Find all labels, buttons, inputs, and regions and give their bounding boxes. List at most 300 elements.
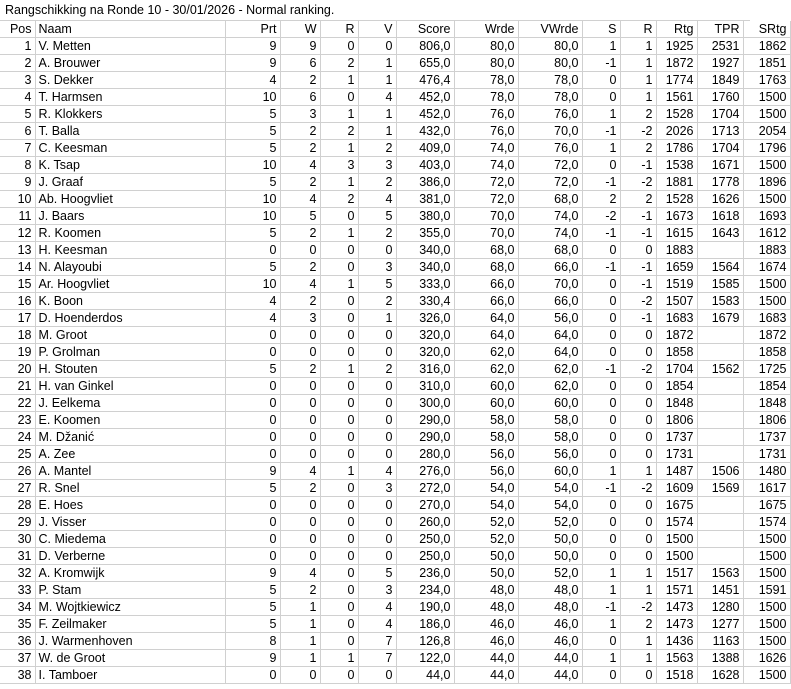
cell-srtg: 1854 bbox=[743, 378, 790, 395]
cell-w: 0 bbox=[280, 395, 320, 412]
cell-vwrde: 72,0 bbox=[518, 174, 582, 191]
cell-score: 260,0 bbox=[396, 514, 454, 531]
cell-pos: 32 bbox=[0, 565, 35, 582]
cell-v: 0 bbox=[358, 514, 396, 531]
table-row bbox=[0, 208, 790, 225]
cell-pos: 10 bbox=[0, 191, 35, 208]
cell-srtg: 1806 bbox=[743, 412, 790, 429]
cell-rtg: 1883 bbox=[656, 242, 697, 259]
cell-r2: 2 bbox=[620, 140, 656, 157]
cell-wrde: 80,0 bbox=[454, 38, 518, 55]
cell-r: 0 bbox=[320, 531, 358, 548]
cell-v: 1 bbox=[358, 72, 396, 89]
cell-rtg: 1473 bbox=[656, 616, 697, 633]
cell-wrde: 66,0 bbox=[454, 276, 518, 293]
cell-tpr bbox=[697, 548, 743, 565]
cell-pos: 13 bbox=[0, 242, 35, 259]
cell-s: 0 bbox=[582, 310, 620, 327]
cell-v: 5 bbox=[358, 208, 396, 225]
cell-tpr bbox=[697, 429, 743, 446]
cell-v: 2 bbox=[358, 140, 396, 157]
cell-score: 44,0 bbox=[396, 667, 454, 684]
cell-prt: 0 bbox=[225, 497, 280, 514]
table-row bbox=[0, 429, 790, 446]
cell-prt: 5 bbox=[225, 140, 280, 157]
table-row bbox=[0, 565, 790, 582]
cell-prt: 0 bbox=[225, 412, 280, 429]
cell-vwrde: 46,0 bbox=[518, 616, 582, 633]
cell-w: 0 bbox=[280, 378, 320, 395]
cell-srtg: 1626 bbox=[743, 650, 790, 667]
cell-pos: 6 bbox=[0, 123, 35, 140]
cell-r: 0 bbox=[320, 565, 358, 582]
cell-pos: 5 bbox=[0, 106, 35, 123]
cell-r: 0 bbox=[320, 395, 358, 412]
table-row bbox=[0, 650, 790, 667]
cell-v: 3 bbox=[358, 157, 396, 174]
cell-rtg: 1731 bbox=[656, 446, 697, 463]
cell-tpr: 1927 bbox=[697, 55, 743, 72]
cell-srtg: 1848 bbox=[743, 395, 790, 412]
cell-v: 0 bbox=[358, 531, 396, 548]
cell-v: 5 bbox=[358, 276, 396, 293]
cell-pos: 17 bbox=[0, 310, 35, 327]
cell-s: 0 bbox=[582, 429, 620, 446]
cell-vwrde: 58,0 bbox=[518, 429, 582, 446]
cell-score: 272,0 bbox=[396, 480, 454, 497]
cell-rtg: 1518 bbox=[656, 667, 697, 684]
cell-s: 0 bbox=[582, 293, 620, 310]
table-row bbox=[0, 174, 790, 191]
cell-pos: 31 bbox=[0, 548, 35, 565]
cell-w: 3 bbox=[280, 106, 320, 123]
cell-prt: 5 bbox=[225, 480, 280, 497]
cell-prt: 9 bbox=[225, 38, 280, 55]
header-pos: Pos bbox=[0, 21, 35, 38]
cell-srtg: 1725 bbox=[743, 361, 790, 378]
cell-rtg: 1538 bbox=[656, 157, 697, 174]
cell-pos: 8 bbox=[0, 157, 35, 174]
table-row bbox=[0, 191, 790, 208]
cell-r2: 2 bbox=[620, 616, 656, 633]
cell-naam: T. Balla bbox=[35, 123, 225, 140]
cell-r2: -1 bbox=[620, 225, 656, 242]
cell-score: 380,0 bbox=[396, 208, 454, 225]
cell-naam: C. Miedema bbox=[35, 531, 225, 548]
cell-wrde: 78,0 bbox=[454, 72, 518, 89]
cell-tpr bbox=[697, 446, 743, 463]
cell-r: 1 bbox=[320, 276, 358, 293]
cell-r2: 0 bbox=[620, 497, 656, 514]
cell-naam: K. Boon bbox=[35, 293, 225, 310]
cell-s: 0 bbox=[582, 344, 620, 361]
cell-score: 403,0 bbox=[396, 157, 454, 174]
cell-tpr: 1585 bbox=[697, 276, 743, 293]
cell-s: 0 bbox=[582, 276, 620, 293]
cell-pos: 11 bbox=[0, 208, 35, 225]
cell-tpr: 1671 bbox=[697, 157, 743, 174]
cell-rtg: 1675 bbox=[656, 497, 697, 514]
cell-vwrde: 56,0 bbox=[518, 446, 582, 463]
cell-r: 0 bbox=[320, 616, 358, 633]
cell-w: 0 bbox=[280, 344, 320, 361]
table-row bbox=[0, 514, 790, 531]
cell-rtg: 1571 bbox=[656, 582, 697, 599]
cell-tpr: 1388 bbox=[697, 650, 743, 667]
cell-vwrde: 62,0 bbox=[518, 378, 582, 395]
cell-r: 0 bbox=[320, 208, 358, 225]
cell-w: 0 bbox=[280, 242, 320, 259]
cell-r: 1 bbox=[320, 650, 358, 667]
cell-wrde: 48,0 bbox=[454, 582, 518, 599]
cell-wrde: 52,0 bbox=[454, 531, 518, 548]
table-row bbox=[0, 310, 790, 327]
cell-srtg: 1858 bbox=[743, 344, 790, 361]
cell-wrde: 66,0 bbox=[454, 293, 518, 310]
cell-r2: -2 bbox=[620, 293, 656, 310]
cell-srtg: 1480 bbox=[743, 463, 790, 480]
cell-rtg: 1528 bbox=[656, 106, 697, 123]
cell-prt: 9 bbox=[225, 650, 280, 667]
cell-r: 0 bbox=[320, 38, 358, 55]
cell-prt: 5 bbox=[225, 582, 280, 599]
table-row bbox=[0, 38, 790, 55]
cell-w: 2 bbox=[280, 123, 320, 140]
cell-srtg: 1851 bbox=[743, 55, 790, 72]
cell-r: 1 bbox=[320, 225, 358, 242]
cell-r: 1 bbox=[320, 174, 358, 191]
cell-wrde: 46,0 bbox=[454, 616, 518, 633]
cell-score: 806,0 bbox=[396, 38, 454, 55]
cell-w: 0 bbox=[280, 327, 320, 344]
cell-wrde: 62,0 bbox=[454, 344, 518, 361]
cell-rtg: 1615 bbox=[656, 225, 697, 242]
cell-prt: 0 bbox=[225, 344, 280, 361]
cell-srtg: 1500 bbox=[743, 89, 790, 106]
table-row bbox=[0, 582, 790, 599]
header-r2: R bbox=[620, 21, 656, 38]
cell-srtg: 1500 bbox=[743, 565, 790, 582]
cell-pos: 26 bbox=[0, 463, 35, 480]
cell-srtg: 1617 bbox=[743, 480, 790, 497]
cell-srtg: 1737 bbox=[743, 429, 790, 446]
cell-wrde: 56,0 bbox=[454, 463, 518, 480]
cell-r2: -2 bbox=[620, 123, 656, 140]
cell-r2: 2 bbox=[620, 191, 656, 208]
cell-rtg: 1563 bbox=[656, 650, 697, 667]
cell-prt: 0 bbox=[225, 514, 280, 531]
cell-wrde: 70,0 bbox=[454, 208, 518, 225]
cell-srtg: 1693 bbox=[743, 208, 790, 225]
cell-pos: 23 bbox=[0, 412, 35, 429]
cell-w: 0 bbox=[280, 412, 320, 429]
cell-v: 0 bbox=[358, 38, 396, 55]
cell-tpr: 1704 bbox=[697, 140, 743, 157]
cell-score: 300,0 bbox=[396, 395, 454, 412]
cell-pos: 27 bbox=[0, 480, 35, 497]
cell-vwrde: 74,0 bbox=[518, 225, 582, 242]
cell-wrde: 54,0 bbox=[454, 480, 518, 497]
cell-score: 452,0 bbox=[396, 89, 454, 106]
cell-score: 290,0 bbox=[396, 412, 454, 429]
cell-r2: -2 bbox=[620, 361, 656, 378]
cell-pos: 35 bbox=[0, 616, 35, 633]
cell-naam: A. Zee bbox=[35, 446, 225, 463]
cell-vwrde: 72,0 bbox=[518, 157, 582, 174]
cell-srtg: 1500 bbox=[743, 276, 790, 293]
cell-r: 0 bbox=[320, 310, 358, 327]
cell-naam: R. Klokkers bbox=[35, 106, 225, 123]
cell-wrde: 78,0 bbox=[454, 89, 518, 106]
cell-vwrde: 48,0 bbox=[518, 599, 582, 616]
cell-prt: 0 bbox=[225, 667, 280, 684]
cell-v: 1 bbox=[358, 106, 396, 123]
cell-w: 4 bbox=[280, 157, 320, 174]
cell-v: 4 bbox=[358, 191, 396, 208]
cell-s: 0 bbox=[582, 89, 620, 106]
cell-v: 0 bbox=[358, 378, 396, 395]
cell-srtg: 1500 bbox=[743, 599, 790, 616]
cell-tpr: 1704 bbox=[697, 106, 743, 123]
cell-s: 1 bbox=[582, 650, 620, 667]
cell-v: 3 bbox=[358, 259, 396, 276]
cell-vwrde: 44,0 bbox=[518, 650, 582, 667]
cell-tpr bbox=[697, 327, 743, 344]
cell-r: 0 bbox=[320, 667, 358, 684]
cell-w: 1 bbox=[280, 650, 320, 667]
cell-w: 3 bbox=[280, 310, 320, 327]
header-v: V bbox=[358, 21, 396, 38]
cell-s: 0 bbox=[582, 531, 620, 548]
cell-w: 2 bbox=[280, 174, 320, 191]
cell-vwrde: 76,0 bbox=[518, 140, 582, 157]
cell-w: 0 bbox=[280, 429, 320, 446]
cell-w: 1 bbox=[280, 633, 320, 650]
cell-tpr: 1679 bbox=[697, 310, 743, 327]
cell-score: 236,0 bbox=[396, 565, 454, 582]
cell-prt: 5 bbox=[225, 616, 280, 633]
cell-r2: 0 bbox=[620, 395, 656, 412]
cell-vwrde: 60,0 bbox=[518, 463, 582, 480]
cell-pos: 33 bbox=[0, 582, 35, 599]
cell-rtg: 1872 bbox=[656, 327, 697, 344]
cell-r: 0 bbox=[320, 344, 358, 361]
cell-r: 0 bbox=[320, 429, 358, 446]
cell-score: 234,0 bbox=[396, 582, 454, 599]
cell-r: 0 bbox=[320, 514, 358, 531]
cell-score: 326,0 bbox=[396, 310, 454, 327]
header-score: Score bbox=[396, 21, 454, 38]
cell-rtg: 1854 bbox=[656, 378, 697, 395]
cell-pos: 12 bbox=[0, 225, 35, 242]
cell-prt: 5 bbox=[225, 174, 280, 191]
cell-s: -1 bbox=[582, 123, 620, 140]
cell-naam: V. Metten bbox=[35, 38, 225, 55]
cell-r: 0 bbox=[320, 582, 358, 599]
cell-score: 355,0 bbox=[396, 225, 454, 242]
cell-naam: W. de Groot bbox=[35, 650, 225, 667]
cell-srtg: 1500 bbox=[743, 633, 790, 650]
cell-prt: 0 bbox=[225, 531, 280, 548]
cell-srtg: 1883 bbox=[743, 242, 790, 259]
cell-vwrde: 70,0 bbox=[518, 276, 582, 293]
cell-s: 0 bbox=[582, 242, 620, 259]
cell-v: 2 bbox=[358, 174, 396, 191]
ranking-table bbox=[0, 21, 791, 684]
cell-r: 0 bbox=[320, 480, 358, 497]
cell-r2: 1 bbox=[620, 72, 656, 89]
cell-w: 0 bbox=[280, 514, 320, 531]
table-row bbox=[0, 225, 790, 242]
cell-naam: J. Eelkema bbox=[35, 395, 225, 412]
table-row bbox=[0, 344, 790, 361]
cell-pos: 22 bbox=[0, 395, 35, 412]
cell-rtg: 1881 bbox=[656, 174, 697, 191]
cell-tpr: 1563 bbox=[697, 565, 743, 582]
cell-r: 0 bbox=[320, 446, 358, 463]
cell-v: 3 bbox=[358, 480, 396, 497]
cell-r2: 1 bbox=[620, 463, 656, 480]
cell-wrde: 46,0 bbox=[454, 633, 518, 650]
cell-tpr bbox=[697, 514, 743, 531]
cell-wrde: 60,0 bbox=[454, 395, 518, 412]
cell-r2: -1 bbox=[620, 259, 656, 276]
header-prt: Prt bbox=[225, 21, 280, 38]
cell-r2: -1 bbox=[620, 157, 656, 174]
cell-s: -1 bbox=[582, 599, 620, 616]
cell-srtg: 1675 bbox=[743, 497, 790, 514]
cell-s: 0 bbox=[582, 446, 620, 463]
cell-srtg: 1683 bbox=[743, 310, 790, 327]
cell-r2: 0 bbox=[620, 412, 656, 429]
cell-wrde: 44,0 bbox=[454, 667, 518, 684]
cell-tpr: 2531 bbox=[697, 38, 743, 55]
cell-rtg: 1507 bbox=[656, 293, 697, 310]
cell-tpr bbox=[697, 395, 743, 412]
cell-pos: 9 bbox=[0, 174, 35, 191]
cell-v: 0 bbox=[358, 446, 396, 463]
cell-prt: 4 bbox=[225, 310, 280, 327]
cell-pos: 15 bbox=[0, 276, 35, 293]
cell-s: 1 bbox=[582, 106, 620, 123]
cell-s: 1 bbox=[582, 463, 620, 480]
table-row bbox=[0, 72, 790, 89]
cell-prt: 10 bbox=[225, 89, 280, 106]
cell-pos: 1 bbox=[0, 38, 35, 55]
cell-r: 1 bbox=[320, 361, 358, 378]
cell-wrde: 72,0 bbox=[454, 191, 518, 208]
cell-r: 1 bbox=[320, 463, 358, 480]
cell-s: -1 bbox=[582, 361, 620, 378]
cell-w: 2 bbox=[280, 259, 320, 276]
cell-prt: 0 bbox=[225, 327, 280, 344]
cell-vwrde: 74,0 bbox=[518, 208, 582, 225]
cell-rtg: 1806 bbox=[656, 412, 697, 429]
cell-v: 0 bbox=[358, 548, 396, 565]
cell-naam: T. Harmsen bbox=[35, 89, 225, 106]
cell-prt: 10 bbox=[225, 157, 280, 174]
cell-pos: 19 bbox=[0, 344, 35, 361]
cell-wrde: 72,0 bbox=[454, 174, 518, 191]
cell-score: 340,0 bbox=[396, 259, 454, 276]
cell-wrde: 76,0 bbox=[454, 106, 518, 123]
cell-naam: M. Wojtkiewicz bbox=[35, 599, 225, 616]
cell-w: 2 bbox=[280, 361, 320, 378]
sheet-title: Rangschikking na Ronde 10 - 30/01/2026 - Normal ranking. bbox=[0, 0, 750, 21]
table-row bbox=[0, 89, 790, 106]
cell-prt: 4 bbox=[225, 72, 280, 89]
cell-prt: 9 bbox=[225, 463, 280, 480]
cell-prt: 0 bbox=[225, 548, 280, 565]
cell-score: 320,0 bbox=[396, 327, 454, 344]
cell-prt: 9 bbox=[225, 565, 280, 582]
cell-naam: J. Visser bbox=[35, 514, 225, 531]
cell-vwrde: 52,0 bbox=[518, 565, 582, 582]
cell-naam: K. Tsap bbox=[35, 157, 225, 174]
cell-w: 2 bbox=[280, 582, 320, 599]
table-row bbox=[0, 123, 790, 140]
cell-tpr: 1163 bbox=[697, 633, 743, 650]
cell-srtg: 1612 bbox=[743, 225, 790, 242]
cell-r2: 1 bbox=[620, 55, 656, 72]
cell-s: 1 bbox=[582, 582, 620, 599]
cell-pos: 25 bbox=[0, 446, 35, 463]
cell-srtg: 1500 bbox=[743, 106, 790, 123]
cell-r: 0 bbox=[320, 89, 358, 106]
header-vwrde: VWrde bbox=[518, 21, 582, 38]
cell-s: -1 bbox=[582, 259, 620, 276]
cell-wrde: 68,0 bbox=[454, 242, 518, 259]
cell-v: 4 bbox=[358, 89, 396, 106]
cell-rtg: 1925 bbox=[656, 38, 697, 55]
cell-srtg: 1796 bbox=[743, 140, 790, 157]
cell-s: -1 bbox=[582, 55, 620, 72]
cell-srtg: 1500 bbox=[743, 667, 790, 684]
cell-rtg: 1436 bbox=[656, 633, 697, 650]
cell-r: 0 bbox=[320, 378, 358, 395]
cell-r2: 2 bbox=[620, 106, 656, 123]
header-row bbox=[0, 21, 790, 38]
cell-vwrde: 44,0 bbox=[518, 667, 582, 684]
cell-r2: 0 bbox=[620, 327, 656, 344]
cell-score: 386,0 bbox=[396, 174, 454, 191]
cell-wrde: 54,0 bbox=[454, 497, 518, 514]
cell-v: 4 bbox=[358, 599, 396, 616]
table-body bbox=[0, 38, 790, 684]
cell-v: 0 bbox=[358, 327, 396, 344]
table-row bbox=[0, 480, 790, 497]
cell-vwrde: 68,0 bbox=[518, 242, 582, 259]
cell-rtg: 1517 bbox=[656, 565, 697, 582]
cell-v: 0 bbox=[358, 667, 396, 684]
cell-score: 452,0 bbox=[396, 106, 454, 123]
cell-tpr: 1562 bbox=[697, 361, 743, 378]
cell-s: 1 bbox=[582, 616, 620, 633]
cell-naam: F. Zeilmaker bbox=[35, 616, 225, 633]
table-row bbox=[0, 361, 790, 378]
cell-srtg: 1763 bbox=[743, 72, 790, 89]
cell-srtg: 1500 bbox=[743, 191, 790, 208]
cell-score: 476,4 bbox=[396, 72, 454, 89]
cell-r2: 0 bbox=[620, 667, 656, 684]
cell-pos: 36 bbox=[0, 633, 35, 650]
cell-v: 0 bbox=[358, 429, 396, 446]
cell-vwrde: 46,0 bbox=[518, 633, 582, 650]
cell-vwrde: 48,0 bbox=[518, 582, 582, 599]
cell-pos: 37 bbox=[0, 650, 35, 667]
cell-s: 0 bbox=[582, 548, 620, 565]
cell-pos: 3 bbox=[0, 72, 35, 89]
